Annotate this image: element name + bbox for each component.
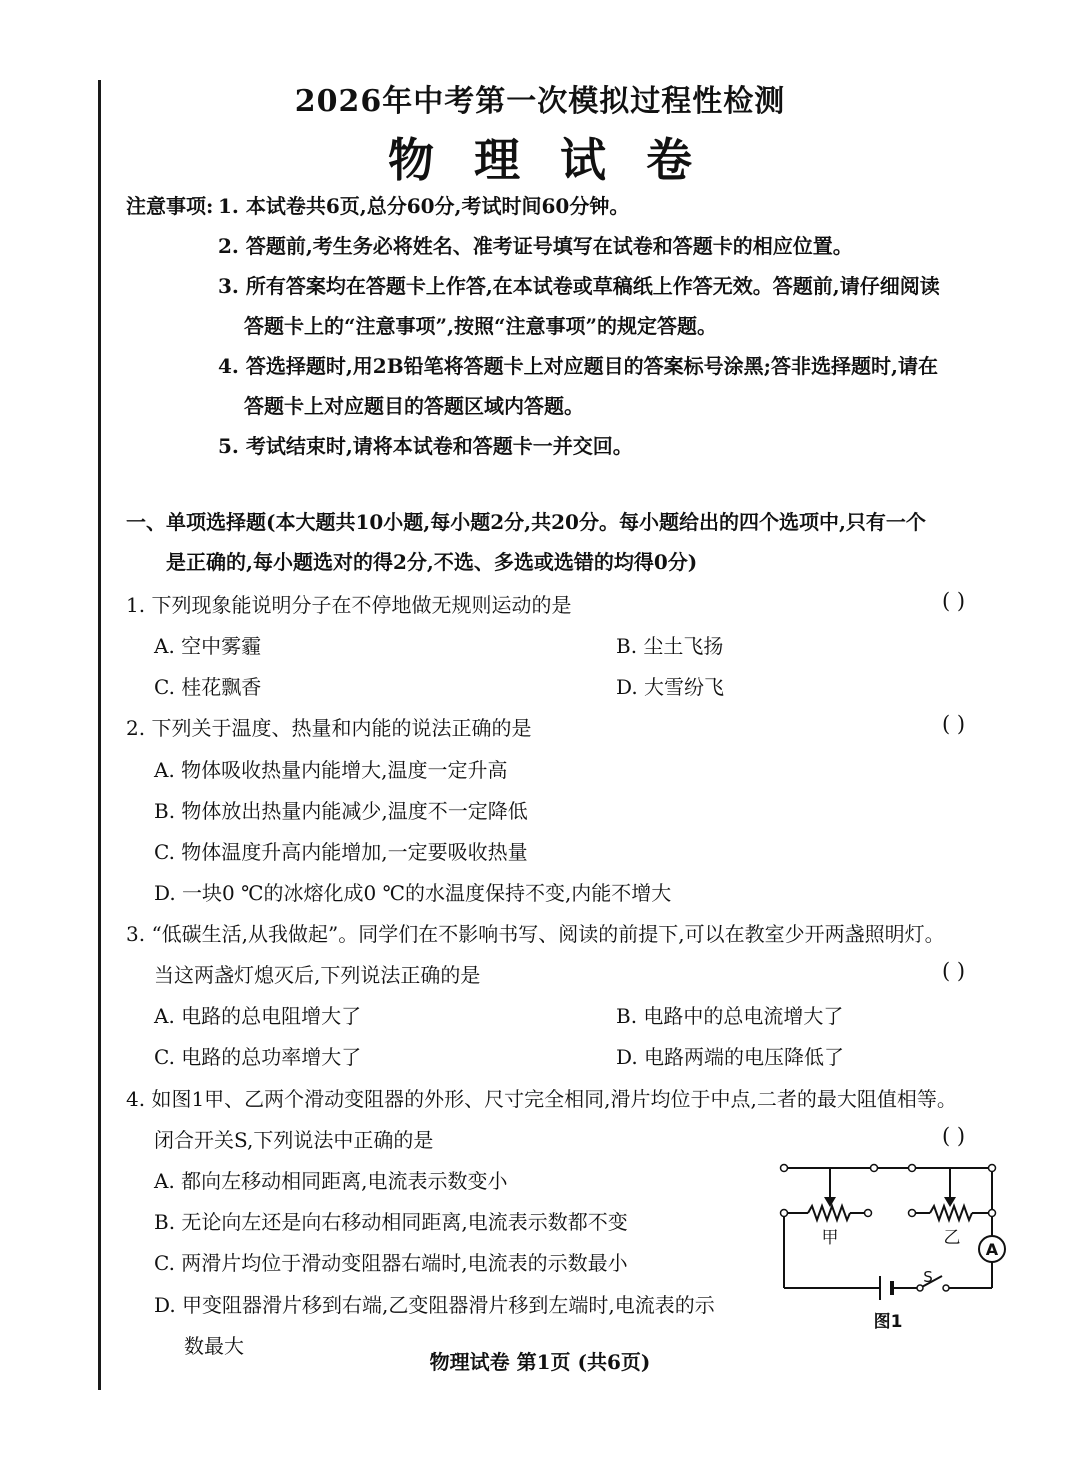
terminal-dot [989,1165,996,1172]
question-4-stem: 4. 如图1甲、乙两个滑动变阻器的外形、尺寸完全相同,滑片均位于中点,二者的最大阻值相等。 [126,1087,957,1111]
label-yi: 乙 [943,1228,961,1248]
question-1-stem: 1. 下列现象能说明分子在不停地做无规则运动的是 [126,593,572,617]
rheostat-yi [930,1206,972,1220]
label-jia: 甲 [821,1228,839,1248]
notice-item-1: 1. 本试卷共6页,总分60分,考试时间60分钟。 [218,194,630,218]
section-heading-cont: 是正确的,每小题选对的得2分,不选、多选或选错的均得0分) [166,550,698,574]
notice-item-2: 2. 答题前,考生务必将姓名、准考证号填写在试卷和答题卡的相应位置。 [218,234,853,258]
terminal-dot [781,1165,788,1172]
rheostat-jia [808,1206,850,1220]
subject-title: 物理试卷 [388,133,732,187]
question-3-stem: 3. “低碳生活,从我做起”。同学们在不影响书写、阅读的前提下,可以在教室少开两盏照明灯。 [126,922,945,946]
switch-contact-dot [943,1285,949,1291]
question-3-answer-paren: ( ) [942,959,966,983]
question-3-stem-cont: 当这两盏灯熄灭后,下列说法正确的是 [154,963,481,987]
notice-item-4-cont: 答题卡上对应题目的答题区域内答题。 [244,394,584,418]
question-2-option-c: C. 物体温度升高内能增加,一定要吸收热量 [154,840,528,864]
terminal-dot [781,1210,788,1217]
question-4-option-d-cont: 数最大 [184,1334,244,1358]
question-3-option-a: A. 电路的总电阻增大了 [154,1004,362,1028]
notice-item-4: 4. 答选择题时,用2B铅笔将答题卡上对应题目的答案标号涂黑;答非选择题时,请在 [218,354,938,378]
terminal-dot [871,1165,878,1172]
question-4-option-d: D. 甲变阻器滑片移到右端,乙变阻器滑片移到左端时,电流表的示 [154,1293,715,1317]
question-3-option-d: D. 电路两端的电压降低了 [616,1045,845,1069]
question-1-option-c: C. 桂花飘香 [154,675,262,699]
label-switch: S [923,1268,933,1286]
exam-title: 2026年中考第一次模拟过程性检测 [294,84,786,119]
question-2-option-d: D. 一块0 ℃的冰熔化成0 ℃的水温度保持不变,内能不增大 [154,881,672,905]
question-4-answer-paren: ( ) [942,1124,966,1148]
question-1-option-a: A. 空中雾霾 [154,634,262,658]
notice-item-5: 5. 考试结束时,请将本试卷和答题卡一并交回。 [218,434,633,458]
question-1-option-b: B. 尘土飞扬 [616,634,724,658]
page-footer: 物理试卷 第1页 (共6页) [429,1350,651,1374]
section-heading: 一、单项选择题(本大题共10小题,每小题2分,共20分。每小题给出的四个选项中,只有一个 [126,510,926,534]
question-1-answer-paren: ( ) [942,589,966,613]
notice-label: 注意事项: [126,194,214,218]
question-4-option-c: C. 两滑片均位于滑动变阻器右端时,电流表的示数最小 [154,1251,628,1275]
ammeter-symbol: A [985,1240,999,1259]
question-4-option-a: A. 都向左移动相同距离,电流表示数变小 [154,1169,508,1193]
question-2-option-a: A. 物体吸收热量内能增大,温度一定升高 [154,758,508,782]
terminal-dot [909,1165,916,1172]
question-2-stem: 2. 下列关于温度、热量和内能的说法正确的是 [126,716,532,740]
question-1-option-d: D. 大雪纷飞 [616,675,725,699]
terminal-dot [909,1210,916,1217]
question-2-answer-paren: ( ) [942,712,966,736]
switch-pivot-dot [917,1285,923,1291]
notice-item-3: 3. 所有答案均在答题卡上作答,在本试卷或草稿纸上作答无效。答题前,请仔细阅读 [218,274,940,298]
binding-margin-line [98,80,101,1390]
question-3-option-c: C. 电路的总功率增大了 [154,1045,362,1069]
slider-arrow-jia [824,1197,836,1207]
question-2-option-b: B. 物体放出热量内能减少,温度不一定降低 [154,799,528,823]
question-4-stem-cont: 闭合开关S,下列说法中正确的是 [154,1128,434,1152]
terminal-dot [989,1210,996,1217]
notice-item-3-cont: 答题卡上的“注意事项”,按照“注意事项”的规定答题。 [244,314,717,338]
terminal-dot [865,1210,872,1217]
figure-1-circuit [770,1155,1030,1340]
figure-caption: 图1 [873,1312,903,1332]
question-4-option-b: B. 无论向左还是向右移动相同距离,电流表示数都不变 [154,1210,628,1234]
question-3-option-b: B. 电路中的总电流增大了 [616,1004,844,1028]
